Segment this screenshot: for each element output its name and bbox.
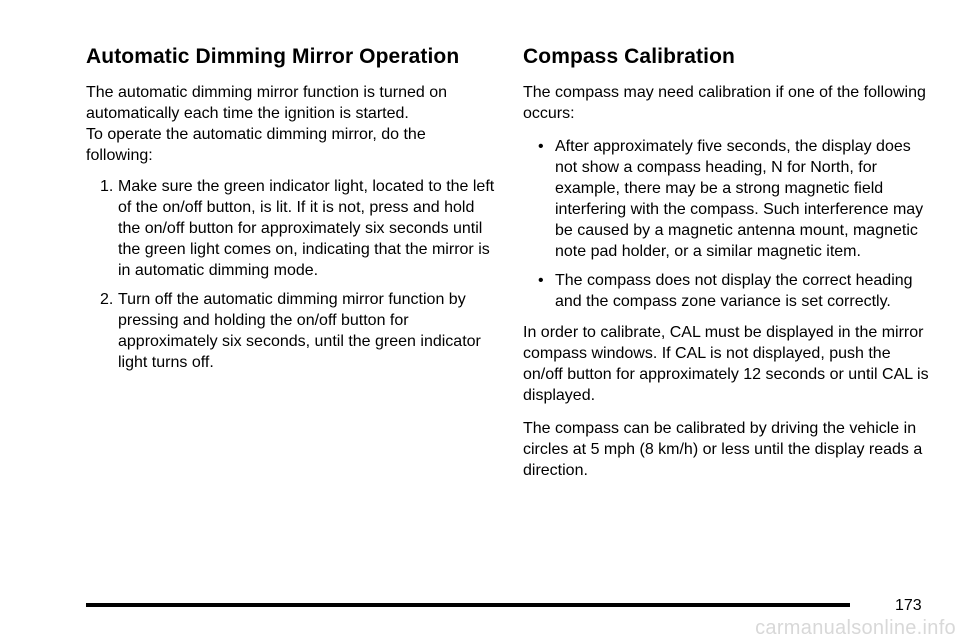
mirror-steps-list xyxy=(86,176,496,373)
section-heading-compass: Compass Calibration xyxy=(523,45,735,68)
list-item xyxy=(523,270,933,312)
mirror-instructions-paragraph: To operate the automatic dimming mirror, do the following: xyxy=(86,126,426,164)
compass-conditions-list xyxy=(523,136,933,312)
list-item xyxy=(523,136,933,262)
section-heading-mirror: Automatic Dimming Mirror Operation xyxy=(86,45,460,68)
bullet-text: After approximately five seconds, the display does not show a compass heading, N for North, for example, there may be a strong magnetic field interfering with the compass. Such interference may be caused by a magnetic antenna mount, magnetic note pad holder, or a similar magnetic item. xyxy=(555,138,924,260)
right-column xyxy=(523,44,933,493)
step-text: Make sure the green indicator light, located to the left of the on/off button, is lit. If it is not, press and hold the on/off button for approximately six seconds until the green light comes on, indicating that the mirror is in automatic dimming mode. xyxy=(118,178,495,279)
bullet-text: The compass does not display the correct heading and the compass zone variance is set correctly. xyxy=(555,272,913,310)
bullet-icon: • xyxy=(538,138,544,155)
list-item xyxy=(86,289,496,373)
step-text: Turn off the automatic dimming mirror function by pressing and holding the on/off button for approximately six seconds, until the green indicator light turns off. xyxy=(118,291,481,371)
footer-rule xyxy=(86,603,850,607)
mirror-intro-paragraph: The automatic dimming mirror function is turned on automatically each time the ignition is started. xyxy=(86,84,448,122)
step-number: 2. xyxy=(100,291,114,308)
left-column xyxy=(86,44,496,381)
list-item xyxy=(86,176,496,281)
page-number: 173 xyxy=(895,597,922,614)
compass-intro-paragraph: The compass may need calibration if one of the following occurs: xyxy=(523,84,926,122)
bullet-icon: • xyxy=(538,272,544,289)
calibrate-driving-paragraph: The compass can be calibrated by driving the vehicle in circles at 5 mph (8 km/h) or less until the display reads a direction. xyxy=(523,420,923,479)
calibrate-cal-paragraph: In order to calibrate, CAL must be displayed in the mirror compass windows. If CAL is not displayed, push the on/off button for approximately 12 seconds or until CAL is displayed. xyxy=(523,324,929,404)
watermark: carmanualsonline.info xyxy=(755,617,956,639)
step-number: 1. xyxy=(100,178,114,195)
